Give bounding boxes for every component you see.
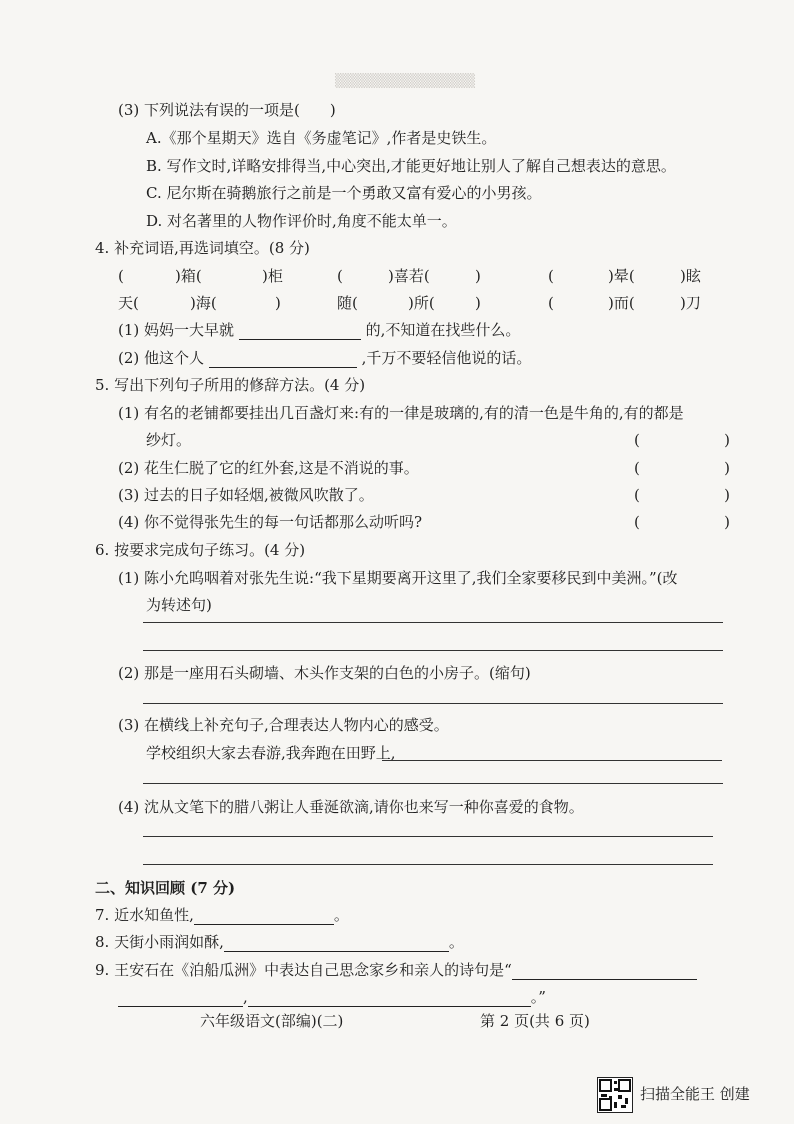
q5-sentence-3: (3) 过去的日子如轻烟,被微风吹散了。 (118, 486, 374, 504)
q5-answer-paren-1[interactable] (634, 430, 730, 450)
q6-answer-line-1a[interactable] (143, 622, 723, 623)
q4-paren: ( (548, 294, 554, 312)
q3-option-b: B. 写作文时,详略安排得当,中心突出,才能更好地让别人了解自己想表达的意思。 (146, 157, 676, 175)
q9 (95, 960, 697, 980)
q5-answer-paren-3[interactable] (634, 485, 730, 505)
q4-paren: ) (275, 294, 281, 312)
q6-answer-line-4a[interactable] (143, 836, 713, 837)
q4-title: 4. 补充词语,再选词填空。(8 分) (95, 239, 310, 257)
q6-item-3-prompt: 学校组织大家去春游,我奔跑在田野上, (146, 744, 396, 762)
q6-item-4: (4) 沈从文笔下的腊八粥让人垂涎欲滴,请你也来写一种你喜爱的食物。 (118, 798, 584, 816)
q9-cont (118, 987, 546, 1007)
q4-word-1: )箱( (175, 267, 202, 285)
qr-code-icon (597, 1077, 633, 1113)
q4-paren: ( (337, 267, 343, 285)
q9-comma: , (243, 988, 248, 1006)
q8-answer-blank[interactable] (224, 935, 449, 952)
q3-stem: (3) 下列说法有误的一项是( ) (118, 101, 336, 119)
q4-paren: ( (118, 267, 124, 285)
q6-item-1: (1) 陈小允呜咽着对张先生说:“我下星期要离开这里了,我们全家要移民到中美洲。”(改 (118, 569, 678, 587)
q4-sentence-2-end: ,千万不要轻信他说的话。 (361, 349, 532, 367)
q4-word-3: )晕( (608, 267, 635, 285)
q8-text: 8. 天街小雨润如酥, (95, 933, 224, 951)
q6-item-2: (2) 那是一座用石头砌墙、木头作支架的白色的小房子。(缩句) (118, 664, 531, 682)
paren-left: ( (634, 513, 640, 531)
paren-left: ( (634, 486, 640, 504)
q9-answer-blank-1[interactable] (512, 963, 697, 980)
paren-right: ) (724, 431, 730, 449)
q7-period: 。 (333, 906, 349, 924)
footer-subject: 六年级语文(部编)(二) (200, 1012, 344, 1030)
q8-period: 。 (448, 933, 464, 951)
paren-right: ) (724, 486, 730, 504)
q5-sentence-1: (1) 有名的老铺都要挂出几百盏灯来:有的一律是玻璃的,有的清一色是牛角的,有的都是 (118, 404, 684, 422)
scanner-brand-label: 扫描全能王 创建 (640, 1085, 750, 1103)
q9-answer-blank-2[interactable] (118, 990, 243, 1007)
q5-answer-paren-2[interactable] (634, 458, 730, 478)
q3-option-a: A.《那个星期天》选自《务虚笔记》,作者是史铁生。 (146, 129, 497, 147)
footer-page-number: 第 2 页(共 6 页) (480, 1012, 590, 1030)
q5-title: 5. 写出下列句子所用的修辞方法。(4 分) (95, 376, 366, 394)
q7 (95, 905, 349, 925)
q4-word-6-end: )刀 (680, 294, 701, 312)
paren-left: ( (634, 459, 640, 477)
q6-item-3: (3) 在横线上补充句子,合理表达人物内心的感受。 (118, 716, 449, 734)
q9-end: 。” (530, 988, 546, 1006)
q7-text: 7. 近水知鱼性, (95, 906, 194, 924)
q6-answer-line-3a[interactable] (382, 760, 722, 761)
q4-sentence-1-end: 的,不知道在找些什么。 (365, 321, 521, 339)
q4-word-1-end: )柜 (262, 267, 283, 285)
q4-sentence-2 (118, 348, 531, 368)
q6-answer-line-2[interactable] (143, 703, 723, 704)
q4-sentence-1-start: (1) 妈妈一大早就 (118, 321, 235, 339)
q4-paren: ) (475, 267, 481, 285)
q4-word-4-mid: )海( (190, 294, 217, 312)
q4-word-2: )喜若( (388, 267, 430, 285)
q3-option-c: C. 尼尔斯在骑鹅旅行之前是一个勇敢又富有爱心的小男孩。 (146, 184, 542, 202)
q6-title: 6. 按要求完成句子练习。(4 分) (95, 541, 306, 559)
q5-sentence-4: (4) 你不觉得张先生的每一句话都那么动听吗? (118, 513, 423, 531)
paren-left: ( (634, 431, 640, 449)
q9-answer-blank-3[interactable] (248, 990, 531, 1007)
q6-answer-line-4b[interactable] (143, 864, 713, 865)
q4-answer-blank-2[interactable] (209, 351, 357, 368)
bleed-through-text: ▒▒▒▒▒▒▒▒▒▒▒▒▒▒ (335, 74, 475, 89)
q4-word-4: 天( (118, 294, 139, 312)
q5-sentence-1-cont: 纱灯。 (146, 431, 192, 449)
q4-paren: ( (548, 267, 554, 285)
paren-right: ) (724, 459, 730, 477)
q4-word-3-end: )眩 (680, 267, 701, 285)
section-2-title: 二、知识回顾 (7 分) (95, 879, 236, 897)
q6-item-1-cont: 为转述句) (146, 596, 212, 614)
q6-answer-line-1b[interactable] (143, 650, 723, 651)
q4-word-6: )而( (608, 294, 635, 312)
q6-answer-line-3b[interactable] (143, 783, 723, 784)
q7-answer-blank[interactable] (194, 908, 334, 925)
q3-option-d: D. 对名著里的人物作评价时,角度不能太单一。 (146, 212, 457, 230)
q8 (95, 932, 464, 952)
q5-sentence-2: (2) 花生仁脱了它的红外套,这是不消说的事。 (118, 459, 419, 477)
q4-paren: ) (475, 294, 481, 312)
q4-word-5-mid: )所( (408, 294, 435, 312)
q4-answer-blank-1[interactable] (239, 323, 361, 340)
q5-answer-paren-4[interactable] (634, 512, 730, 532)
q4-word-5: 随( (337, 294, 358, 312)
q4-sentence-1 (118, 320, 520, 340)
paren-right: ) (724, 513, 730, 531)
q9-text: 9. 王安石在《泊船瓜洲》中表达自己思念家乡和亲人的诗句是“ (95, 961, 512, 979)
q4-sentence-2-start: (2) 他这个人 (118, 349, 205, 367)
